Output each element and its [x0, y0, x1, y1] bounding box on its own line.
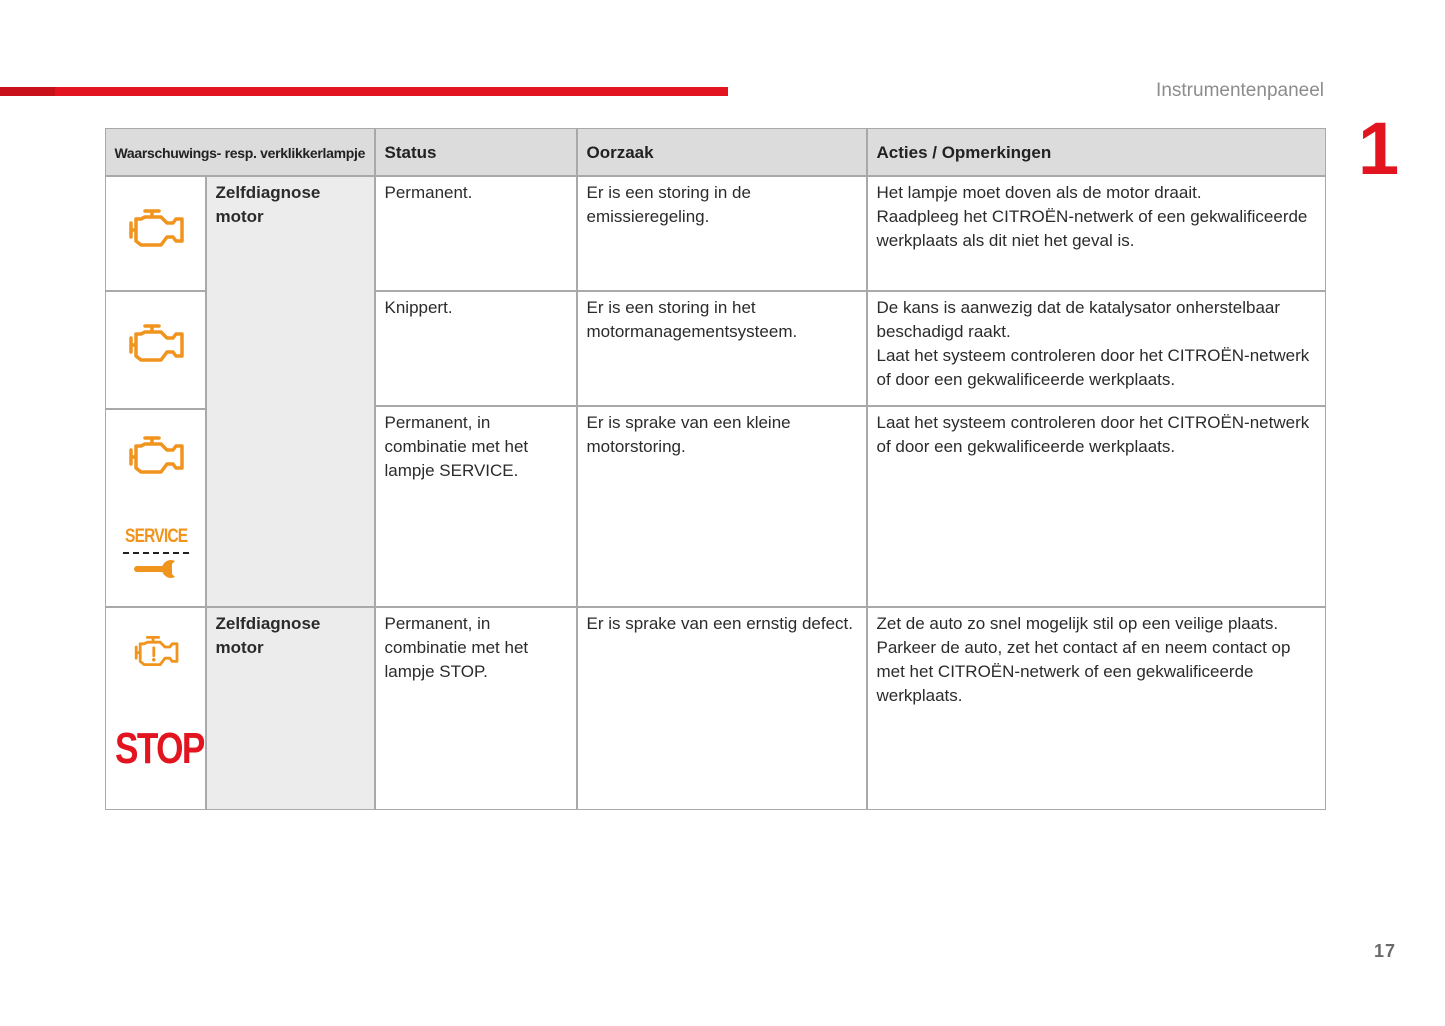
stop-label: STOP: [114, 723, 204, 773]
engine-fault-icon: [133, 633, 181, 669]
engine-icon: [127, 434, 187, 476]
status-cell: Permanent, in combinatie met het lampje STOP.: [375, 607, 577, 810]
actions-cell: [867, 406, 1326, 607]
cause-cell: Er is een storing in het motormanagementsysteem.: [577, 291, 867, 406]
action-text: Parkeer de auto, zet het contact af en neem contact op met het CITROËN-netwerk of een gekwalificeerde werkplaats.: [876, 637, 1291, 705]
status-cell: Permanent, in combinatie met het lampje SERVICE.: [375, 406, 577, 607]
cause-cell: Er is sprake van een kleine motorstoring.: [577, 406, 867, 607]
action-text: Laat het systeem controleren door het CITROËN-netwerk of door een gekwalificeerde werkplaats.: [876, 345, 1310, 389]
header-red-bar-accent: [0, 87, 55, 96]
section-title: Instrumentenpaneel: [1156, 80, 1324, 101]
chapter-number: 1: [1358, 107, 1400, 190]
column-header-lamp: Waarschuwings- resp. verklikkerlampje: [105, 128, 375, 176]
status-cell: Knippert.: [375, 291, 577, 406]
engine-icon: [127, 207, 187, 249]
column-header-cause: Oorzaak: [577, 128, 867, 176]
lamp-icon-cell: [105, 291, 206, 409]
status-cell: Permanent.: [375, 176, 577, 291]
engine-icon: [127, 322, 187, 364]
lamp-label-cell: Zelfdiagnose motor: [206, 176, 375, 607]
cause-cell: Er is sprake van een ernstig defect.: [577, 607, 867, 810]
lamp-icon-cell: [105, 176, 206, 291]
service-label: SERVICE: [124, 525, 187, 547]
column-header-status: Status: [375, 128, 577, 176]
column-header-actions: Acties / Opmerkingen: [867, 128, 1326, 176]
warning-lamp-table: [105, 128, 1326, 810]
page-number: 17: [1374, 941, 1397, 961]
lamp-icon-cell: [105, 607, 206, 810]
actions-cell: [867, 176, 1326, 291]
action-text: De kans is aanwezig dat de katalysator onherstelbaar beschadigd raakt.: [876, 297, 1281, 341]
action-text: Het lampje moet doven als de motor draait.: [876, 182, 1202, 202]
actions-cell: [867, 291, 1326, 406]
header-red-bar: [0, 87, 728, 96]
lamp-icon-cell: [105, 409, 206, 607]
action-text: Raadpleeg het CITROËN-netwerk of een gekwalificeerde werkplaats als dit niet het geval is.: [876, 206, 1308, 250]
cause-cell: Er is een storing in de emissieregeling.: [577, 176, 867, 291]
action-text: Laat het systeem controleren door het CITROËN-netwerk of door een gekwalificeerde werkplaats.: [876, 412, 1310, 456]
lamp-label-cell: Zelfdiagnose motor: [206, 607, 375, 810]
actions-cell: [867, 607, 1326, 810]
action-text: Zet de auto zo snel mogelijk stil op een veilige plaats.: [876, 613, 1279, 633]
wrench-icon: [123, 550, 191, 584]
